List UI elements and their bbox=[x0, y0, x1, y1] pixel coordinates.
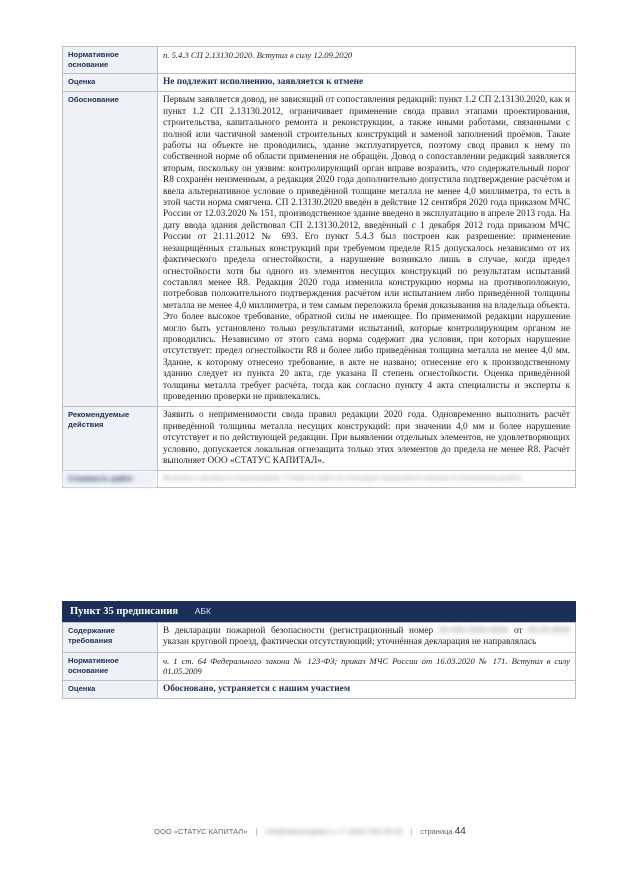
item35-title: Пункт 35 предписания bbox=[70, 606, 179, 617]
recommended-actions-label: Рекомендуемые действия bbox=[63, 407, 158, 471]
footer-page-word: страница bbox=[420, 827, 453, 836]
item35-table bbox=[62, 622, 576, 699]
justification-label: Обоснование bbox=[63, 92, 158, 407]
norm-row bbox=[63, 47, 576, 74]
footer-company: ООО «СТАТУС КАПИТАЛ» bbox=[154, 827, 248, 836]
redacted-registration-number: 00-000-0000-0000 bbox=[438, 626, 509, 636]
assessment-label: Оценка bbox=[63, 74, 158, 92]
requirement-text bbox=[158, 623, 576, 653]
item35-norm-row bbox=[63, 652, 576, 680]
cost-row bbox=[63, 471, 576, 488]
requirement-text-from: от bbox=[513, 626, 523, 636]
recommended-actions-row bbox=[63, 407, 576, 471]
item34-table bbox=[62, 46, 576, 488]
item35-tag: АБК bbox=[194, 606, 211, 616]
requirement-row bbox=[63, 623, 576, 653]
justification-row bbox=[63, 92, 576, 407]
item35-norm-label: Нормативное основание bbox=[63, 652, 158, 680]
recommended-actions-text: Заявить о неприменимости свода правил редакции 2020 года. Одновременно выполнить расчёт приведённой толщины металла несущих конструкций: при значении 4,0 мм и более нарушение отсутствует и по действующей редакции. При выявлении отдельных элементов, не удовлетворяющих условию, допускается локальная огнезащита только этих элементов до предела не менее R8. Расчёт выполняет ООО «СТАТУС КАПИТАЛ». bbox=[158, 407, 576, 471]
requirement-text-end: указан круговой проезд, фактически отсутствующий; уточнённая декларация не направлялась bbox=[163, 637, 537, 648]
redacted-date: 00.00.0000 bbox=[528, 626, 570, 636]
page-footer bbox=[0, 826, 620, 837]
item35-norm-value: ч. 1 ст. 64 Федерального закона № 123-ФЗ; приказ МЧС России от 16.03.2020 № 171. Вступил в силу 01.05.2009 bbox=[158, 652, 576, 680]
norm-label: Нормативное основание bbox=[63, 47, 158, 74]
cost-value: Включено в договор на сопровождение. Стоимость работ по огнезащите определяется отдельно по результатам расчёта. bbox=[158, 471, 576, 488]
assessment-row bbox=[63, 74, 576, 92]
cost-label: Стоимость работ bbox=[63, 471, 158, 488]
item35-assessment-value: Обосновано, устраняется с нашим участием bbox=[158, 681, 576, 699]
item35-assessment-label: Оценка bbox=[63, 681, 158, 699]
requirement-text-start: В декларации пожарной безопасности (регистрационный номер bbox=[163, 626, 434, 636]
item35-assessment-row bbox=[63, 681, 576, 699]
footer-separator: | bbox=[255, 827, 258, 836]
footer-page-number: 44 bbox=[454, 826, 466, 837]
justification-text: Первым заявляется довод, не зависящий от сопоставления редакций: пункт 1.2 СП 2.13130.2020, как и пункт 1.2 СП 2.13130.2012, ограничивает применение свода правил этапами проектирования, строительства, капитального ремонта и реконструкции, а также иными работами, связанными с полной или частичной заменой строительных конструкций и заменой заполнений проёмов. Такие работы на объекте не проводились, здание эксплуатируется, поэтому свод правил к нему по собственной норме об области применения не обращён. Довод о сопоставлении редакций заявляется вторым, поскольку он уязвим: контролирующий орган вправе возразить, что содержательный порог R8 сохранён неизменным, а редакция 2020 года дополнительно допустила подтверждение расчётом и ввела альтернативное условие о приведённой толщине металла не менее 4,0 миллиметра, то есть в этой части норма смягчена. СП 2.13130.2020 введён в действие 12 сентября 2020 года приказом МЧС России от 12.03.2020 № 151, производственное здание введено в эксплуатацию в апреле 2013 года. На дату ввода здания действовал СП 2.13130.2012, введённый с 1 декабря 2012 года приказом МЧС России от 21.11.2012 № 693. Его пункт 5.4.3 был построен как разрешение: применение незащищённых стальных конструкций при требуемом пределе R15 допускалось независимо от их фактического предела огнестойкости, а нарушение возникало лишь в случае, когда предел огнестойкости хотя бы одного из элементов несущих конструкций по результатам испытаний составлял менее R8. Редакция 2020 года изменила конструкцию нормы на противоположную, потребовав положительного подтверждения расчётом или испытанием либо приведённой толщины металла не менее 4,0 миллиметра, и тем самым переложила бремя доказывания на владельца объекта. Это более высокое требование, обратной силы не имеющее. По применимой редакции нарушение могло быть установлено только результатами испытаний, которые контролирующим органом не проводились. Независимо от этого сама норма содержит два условия, при которых нарушение отсутствует: предел огнестойкости R8 и более либо приведённая толщина металла не менее 4,0 мм. Здание, к которому отнесено требование, в акте не названо; отнесение его к производственному зданию следует из пункта 20 акта, где указана II степень огнестойкости. Оценка приведённой толщины металла требует расчёта, тогда как согласно пункту 4 акта специалисты и эксперты к проведению проверки не привлекались. bbox=[158, 92, 576, 407]
footer-contact: info@statuscapital.ru +7 (000) 000-00-00 bbox=[265, 827, 403, 836]
footer-separator: | bbox=[410, 827, 413, 836]
norm-value: п. 5.4.3 СП 2.13130.2020. Вступил в силу 12.09.2020 bbox=[158, 47, 576, 74]
assessment-value: Не подлежит исполнению, заявляется к отмене bbox=[158, 74, 576, 92]
requirement-label: Содержание требования bbox=[63, 623, 158, 653]
item35-header bbox=[62, 601, 576, 622]
